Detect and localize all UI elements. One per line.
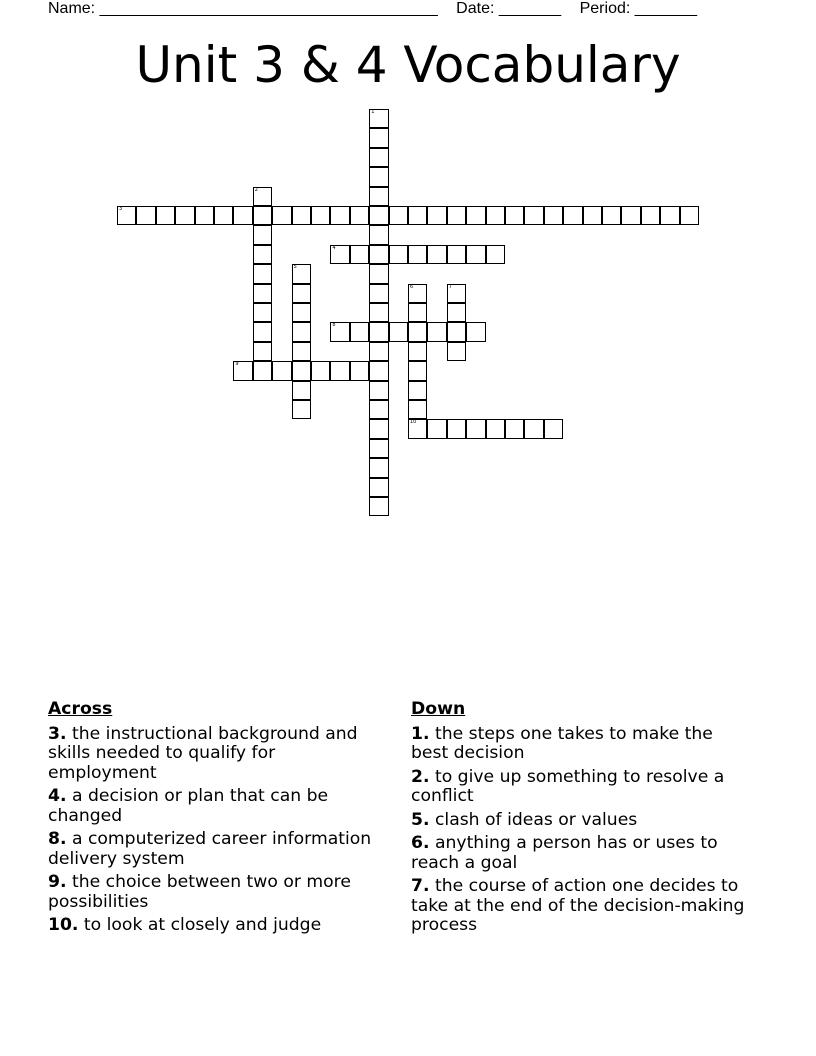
grid-cell[interactable]	[486, 245, 505, 264]
grid-cell[interactable]	[389, 245, 408, 264]
grid-cell[interactable]	[505, 206, 524, 225]
grid-cell[interactable]	[389, 206, 408, 225]
grid-cell[interactable]	[621, 206, 640, 225]
cell-number: 10	[410, 419, 417, 426]
cell-number: 5	[293, 264, 297, 271]
grid-cell[interactable]	[544, 419, 563, 438]
grid-cell[interactable]	[447, 284, 466, 303]
grid-cell[interactable]	[447, 342, 466, 361]
clue-text: the choice between two or more possibilities	[48, 872, 351, 912]
grid-cell[interactable]	[214, 206, 233, 225]
grid-cell[interactable]	[408, 419, 427, 438]
grid-cell[interactable]	[369, 458, 388, 477]
grid-cell[interactable]	[292, 400, 311, 419]
clue-number: 8.	[48, 829, 67, 849]
grid-cell[interactable]	[311, 206, 330, 225]
clue-down	[411, 877, 751, 936]
cell-number: 2	[254, 186, 258, 193]
clue-down	[411, 725, 751, 764]
grid-cell[interactable]	[369, 284, 388, 303]
grid-cell[interactable]	[253, 361, 272, 380]
grid-cell[interactable]	[602, 206, 621, 225]
cell-number: 1	[371, 109, 375, 115]
grid-cell[interactable]	[330, 322, 349, 341]
cell-number: 3	[119, 206, 123, 212]
grid-cell[interactable]	[369, 187, 388, 206]
grid-cell[interactable]	[427, 245, 446, 264]
clue-number: 1.	[411, 723, 430, 744]
grid-cell[interactable]	[136, 206, 155, 225]
grid-cell[interactable]	[272, 361, 291, 380]
grid-cell[interactable]	[369, 497, 388, 516]
grid-cell[interactable]	[680, 206, 699, 225]
clue-number: 9.	[48, 872, 67, 892]
clue-number: 3.	[48, 723, 67, 744]
date-label: Date: _______	[456, 0, 562, 17]
cell-number: 9	[235, 361, 239, 368]
grid-cell[interactable]	[408, 303, 427, 322]
grid-cell[interactable]	[350, 361, 369, 380]
grid-cell[interactable]	[350, 245, 369, 264]
grid-cell[interactable]	[233, 206, 252, 225]
grid-cell[interactable]	[544, 206, 563, 225]
grid-cell[interactable]	[369, 439, 388, 458]
name-label: Name: ______________________________________	[48, 0, 438, 17]
grid-cell[interactable]	[292, 303, 311, 322]
grid-cell[interactable]	[369, 361, 388, 380]
clue-text: clash of ideas or values	[434, 809, 638, 830]
clue-number: 6.	[411, 833, 430, 853]
grid-cell[interactable]	[253, 264, 272, 283]
grid-cell[interactable]	[524, 419, 543, 438]
grid-cell[interactable]	[408, 245, 427, 264]
clue-down	[411, 768, 751, 807]
grid-cell[interactable]	[408, 361, 427, 380]
grid-cell[interactable]	[369, 167, 388, 186]
grid-cell[interactable]	[524, 206, 543, 225]
grid-cell[interactable]	[253, 342, 272, 361]
clue-number: 4.	[48, 786, 67, 806]
grid-cell[interactable]	[233, 361, 252, 380]
grid-cell[interactable]	[447, 245, 466, 264]
grid-cell[interactable]	[253, 206, 272, 225]
grid-cell[interactable]	[369, 400, 388, 419]
grid-cell[interactable]	[156, 206, 175, 225]
grid-cell[interactable]	[330, 361, 349, 380]
grid-cell[interactable]	[253, 187, 272, 206]
grid-cell[interactable]	[486, 419, 505, 438]
grid-cell[interactable]	[466, 322, 485, 341]
grid-cell[interactable]	[447, 419, 466, 438]
puzzle-title: Unit 3 & 4 Vocabulary	[135, 36, 681, 94]
grid-cell[interactable]	[369, 478, 388, 497]
down-clues	[411, 700, 751, 940]
clue-number: 2.	[411, 766, 430, 787]
clue-text: the instructional background and skills needed to qualify for employment	[48, 723, 358, 783]
clue-down	[411, 834, 751, 873]
grid-cell[interactable]	[350, 206, 369, 225]
grid-cell[interactable]	[292, 284, 311, 303]
grid-cell[interactable]	[408, 206, 427, 225]
grid-cell[interactable]	[641, 206, 660, 225]
period-label: Period: _______	[579, 0, 698, 17]
grid-cell[interactable]	[350, 322, 369, 341]
grid-cell[interactable]	[505, 419, 524, 438]
grid-cell[interactable]	[369, 381, 388, 400]
grid-cell[interactable]	[447, 206, 466, 225]
clue-number: 7.	[411, 876, 430, 896]
clue-text: to look at closely and judge	[83, 915, 322, 935]
across-heading: Across	[48, 699, 113, 719]
clue-across	[48, 916, 383, 936]
down-heading: Down	[411, 699, 466, 719]
grid-cell[interactable]	[486, 206, 505, 225]
across-clues	[48, 700, 383, 940]
cell-number: 8	[332, 322, 336, 329]
clue-down	[411, 811, 751, 831]
grid-cell[interactable]	[311, 361, 330, 380]
cell-number: 4	[332, 244, 336, 251]
clue-number: 5.	[411, 809, 430, 830]
grid-cell[interactable]	[195, 206, 214, 225]
grid-cell[interactable]	[272, 206, 291, 225]
grid-cell[interactable]	[369, 148, 388, 167]
grid-cell[interactable]	[292, 206, 311, 225]
grid-cell[interactable]	[408, 322, 427, 341]
grid-cell[interactable]	[292, 264, 311, 283]
grid-cell[interactable]	[175, 206, 194, 225]
grid-cell[interactable]	[427, 322, 446, 341]
grid-cell[interactable]	[369, 109, 388, 128]
grid-cell[interactable]	[466, 419, 485, 438]
clue-number: 10.	[48, 915, 79, 935]
grid-cell[interactable]	[389, 322, 408, 341]
grid-cell[interactable]	[369, 342, 388, 361]
cell-number: 7	[448, 283, 452, 290]
grid-cell[interactable]	[408, 400, 427, 419]
clue-across	[48, 830, 383, 869]
grid-cell[interactable]	[408, 381, 427, 400]
grid-cell[interactable]	[660, 206, 679, 225]
clue-across	[48, 725, 383, 784]
clue-across	[48, 787, 383, 826]
grid-cell[interactable]	[408, 342, 427, 361]
grid-cell[interactable]	[447, 303, 466, 322]
clue-across	[48, 873, 383, 912]
grid-cell[interactable]	[369, 303, 388, 322]
clue-text: the course of action one decides to take at the end of the decision-making process	[411, 876, 745, 935]
grid-cell[interactable]	[427, 206, 446, 225]
grid-cell[interactable]	[292, 322, 311, 341]
clue-text: a computerized career information delivery system	[48, 829, 372, 869]
grid-cell[interactable]	[330, 206, 349, 225]
grid-cell[interactable]	[369, 225, 388, 244]
cell-number: 6	[410, 283, 414, 290]
grid-cell[interactable]	[253, 322, 272, 341]
grid-cell[interactable]	[466, 206, 485, 225]
grid-cell[interactable]	[408, 284, 427, 303]
grid-cell[interactable]	[447, 322, 466, 341]
grid-cell[interactable]	[253, 284, 272, 303]
grid-cell[interactable]	[253, 245, 272, 264]
grid-cell[interactable]	[253, 303, 272, 322]
grid-cell[interactable]	[369, 245, 388, 264]
grid-cell[interactable]	[583, 206, 602, 225]
grid-cell[interactable]	[369, 206, 388, 225]
grid-cell[interactable]	[466, 245, 485, 264]
clue-text: the steps one takes to make the best decision	[411, 723, 713, 763]
clue-text: a decision or plan that can be changed	[48, 786, 329, 826]
clue-text: anything a person has or uses to reach a goal	[411, 833, 718, 873]
grid-cell[interactable]	[292, 381, 311, 400]
grid-cell[interactable]	[292, 342, 311, 361]
grid-cell[interactable]	[369, 322, 388, 341]
grid-cell[interactable]	[563, 206, 582, 225]
grid-cell[interactable]	[369, 419, 388, 438]
grid-cell[interactable]	[427, 419, 446, 438]
grid-cell[interactable]	[330, 245, 349, 264]
grid-cell[interactable]	[117, 206, 136, 225]
grid-cell[interactable]	[369, 128, 388, 147]
grid-cell[interactable]	[369, 264, 388, 283]
clue-text: to give up something to resolve a conflict	[411, 766, 725, 806]
grid-cell[interactable]	[253, 225, 272, 244]
grid-cell[interactable]	[292, 361, 311, 380]
